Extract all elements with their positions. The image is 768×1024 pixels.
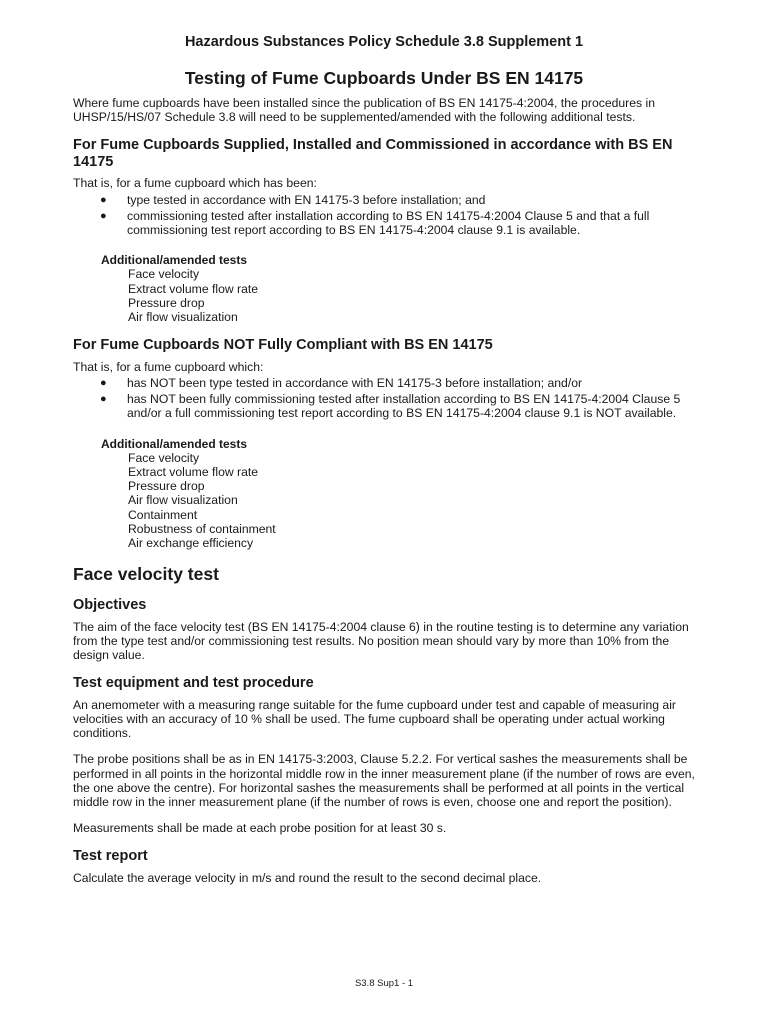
document-body bbox=[73, 96, 698, 885]
list-item: ● type tested in accordance with EN 14175-3 before installation; and bbox=[100, 192, 486, 207]
section1-tests-list bbox=[73, 267, 698, 324]
section2-bullet-list bbox=[73, 376, 698, 421]
equipment-paragraph-3: Measurements shall be made at each probe position for at least 30 s. bbox=[73, 821, 447, 836]
section2-tests-list bbox=[73, 451, 698, 550]
equipment-paragraph-2: The probe positions shall be as in EN 14175-3:2003, Clause 5.2.2. For vertical sashes the measurements shall be performed in all points in the horizontal middle row in the inner measurement plane (if the number of rows are even, the one above the centre). For horizontal sashes the measurements shall be performed at all points in the vertical middle row in the inner measurement plane (if the number of rows is even, choose one and report the position). bbox=[73, 752, 695, 809]
bullet-icon: ● bbox=[100, 209, 107, 222]
page-footer: S3.8 Sup1 - 1 bbox=[354, 978, 414, 989]
section1-heading: For Fume Cupboards Supplied, Installed and Commissioned in accordance with BS EN 14175 bbox=[73, 137, 673, 170]
list-item: Containment bbox=[128, 507, 198, 522]
list-item: Extract volume flow rate bbox=[128, 464, 259, 479]
bullet-icon: ● bbox=[100, 193, 107, 206]
section1-bullet-list bbox=[73, 193, 698, 238]
equipment-heading: Test equipment and test procedure bbox=[73, 675, 314, 692]
list-item: Extract volume flow rate bbox=[128, 281, 259, 296]
list-item: Face velocity bbox=[128, 450, 200, 465]
objectives-paragraph: The aim of the face velocity test (BS EN 14175-4:2004 clause 6) in the routine testing is to determine any variation from the type test and/or commissioning test results. No position mean should vary by more than 10% from the design value. bbox=[73, 619, 689, 663]
list-item: Air flow visualization bbox=[128, 493, 238, 508]
report-paragraph: Calculate the average velocity in m/s and round the result to the second decimal place. bbox=[73, 870, 542, 885]
bullet-icon: ● bbox=[100, 393, 107, 406]
face-velocity-heading: Face velocity test bbox=[73, 564, 219, 585]
section2-tests-heading: Additional/amended tests bbox=[101, 436, 248, 451]
list-item: ● has NOT been fully commissioning tested after installation according to BS EN 14175-4:2004 Clause 5 and/or a full commissioning test report according to BS EN 14175-4:2004 clause 9.1 is NOT available. bbox=[100, 392, 681, 421]
list-item: Air exchange efficiency bbox=[128, 535, 254, 550]
intro-paragraph: Where fume cupboards have been installed since the publication of BS EN 14175-4:2004, the procedures in UHSP/15/HS/07 Schedule 3.8 will need to be supplemented/amended with the following additional tests. bbox=[73, 96, 655, 125]
document-title: Testing of Fume Cupboards Under BS EN 14175 bbox=[184, 68, 584, 88]
list-item: Face velocity bbox=[128, 267, 200, 282]
list-item: Robustness of containment bbox=[128, 521, 276, 536]
section1-lead: That is, for a fume cupboard which has been: bbox=[73, 176, 317, 191]
section2-lead: That is, for a fume cupboard which: bbox=[73, 359, 264, 374]
section1-tests-heading: Additional/amended tests bbox=[101, 253, 248, 268]
list-item: Pressure drop bbox=[128, 295, 205, 310]
report-heading: Test report bbox=[73, 848, 148, 865]
list-item: Pressure drop bbox=[128, 479, 205, 494]
page-header: Hazardous Substances Policy Schedule 3.8 Supplement 1 bbox=[184, 34, 584, 50]
list-item: ● has NOT been type tested in accordance with EN 14175-3 before installation; and/or bbox=[100, 375, 583, 390]
bullet-icon: ● bbox=[100, 376, 107, 389]
list-item: ● commissioning tested after installation according to BS EN 14175-4:2004 Clause 5 and that a full commissioning test report according to BS EN 14175-4:2004 clause 9.1 is available. bbox=[100, 208, 650, 238]
section2-heading: For Fume Cupboards NOT Fully Compliant with BS EN 14175 bbox=[73, 337, 493, 354]
objectives-heading: Objectives bbox=[73, 597, 147, 614]
list-item: Air flow visualization bbox=[128, 310, 238, 325]
equipment-paragraph-1: An anemometer with a measuring range suitable for the fume cupboard under test and capable of measuring air velocities with an accuracy of 10 % shall be used. The fume cupboard shall be operating under actual working conditions. bbox=[73, 697, 676, 741]
